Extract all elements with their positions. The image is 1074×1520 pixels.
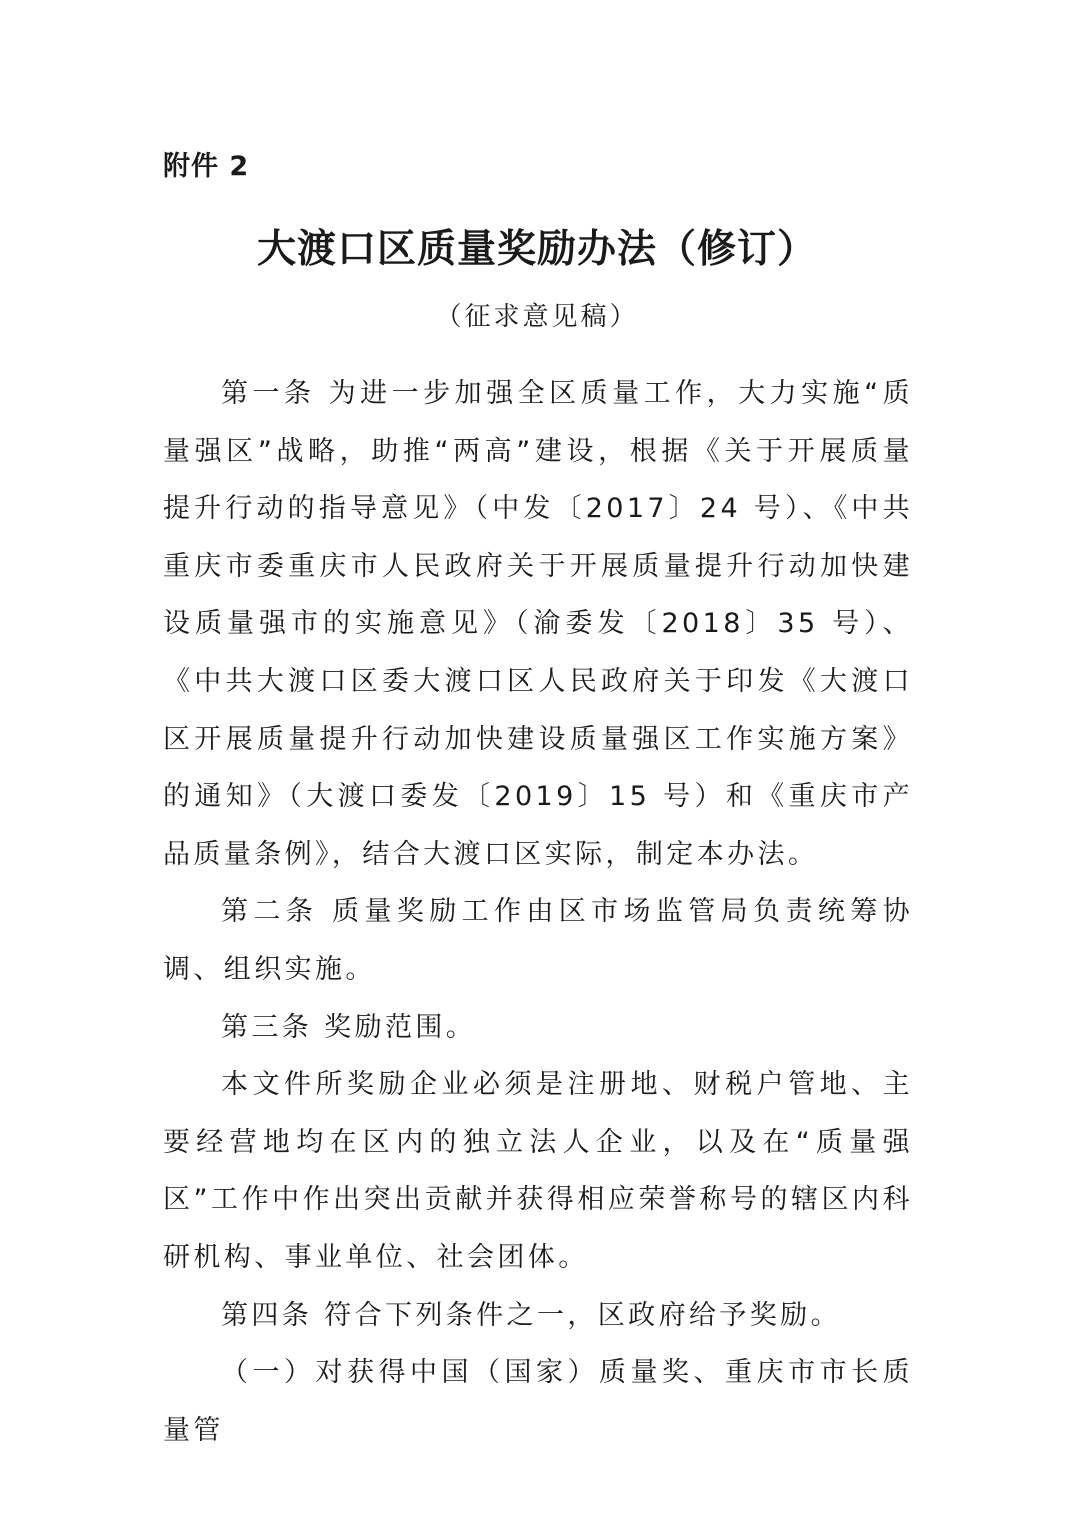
article-1-paragraph: 第一条 为进一步加强全区质量工作，大力实施“质量强区”战略，助推“两高”建设，根据《关于开展质量提升行动的指导意见》（中发〔2017〕24 号）、《中共重庆市委重庆市人民政府关于开展质量提升行动加快建设质量强市的实施意见》（渝委发〔2018〕35 号）、《中共大渡口区委大渡口区人民政府关于印发《大渡口区开展质量提升行动加快建设质量强区工作实施方案》的通知》（大渡口委发〔2019〕15 号）和《重庆市产品质量条例》，结合大渡口区实际，制定本办法。 — [163, 378, 913, 870]
document-title: 大渡口区质量奖励办法（修订） — [256, 226, 817, 272]
article-3-heading: 第三条 奖励范围。 — [221, 1011, 477, 1043]
article-4-heading: 第四条 符合下列条件之一，区政府给予奖励。 — [221, 1299, 841, 1331]
document-subtitle: （征求意见稿） — [435, 302, 639, 332]
article-4-item-1: （一）对获得中国（国家）质量奖、重庆市市长质量管 — [163, 1357, 913, 1446]
document-body — [163, 365, 913, 1459]
article-3-paragraph: 本文件所奖励企业必须是注册地、财税户管地、主要经营地均在区内的独立法人企业，以及在“质量强区”工作中作出突出贡献并获得相应荣誉称号的辖区内科研机构、事业单位、社会团体。 — [163, 1069, 913, 1273]
attachment-label: 附件 2 — [163, 151, 250, 182]
article-2-paragraph: 第二条 质量奖励工作由区市场监管局负责统筹协调、组织实施。 — [163, 896, 913, 985]
